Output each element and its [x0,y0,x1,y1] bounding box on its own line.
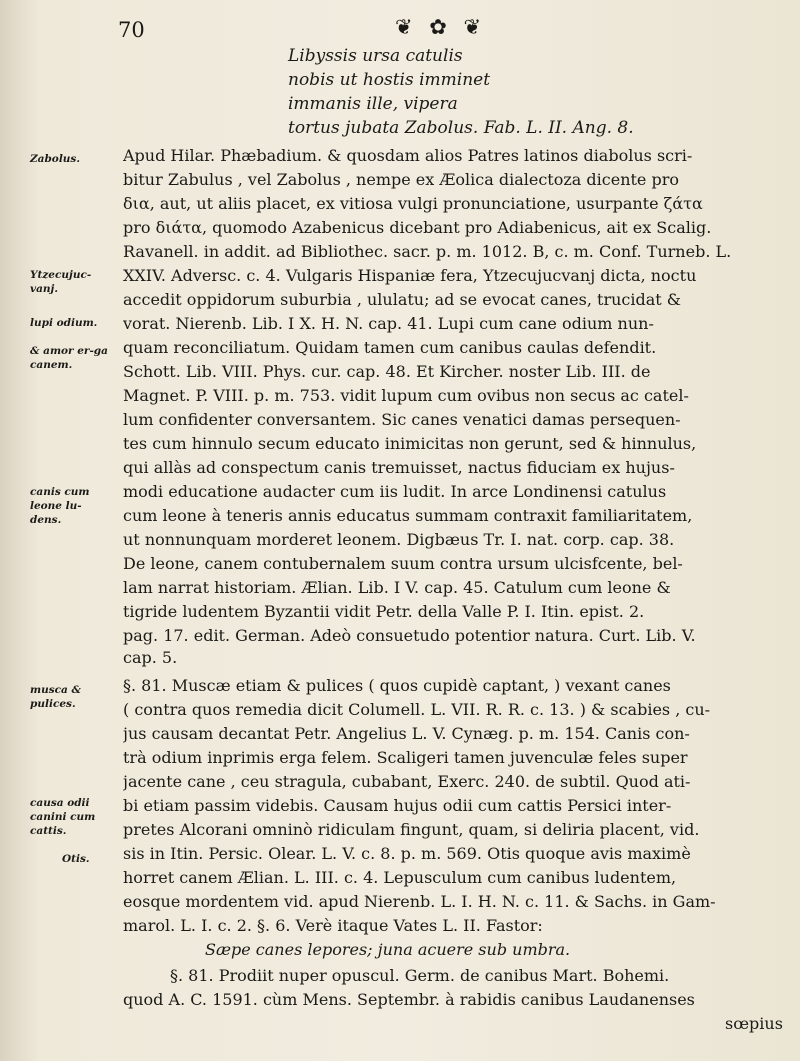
body-line: quam reconciliatum. Quidam tamen cum canibus caulas defendit. [123,338,657,357]
marginal-note: musca & pulices. [30,684,81,710]
body-line: quod A. C. 1591. cùm Mens. Septembr. à rabidis canibus Laudanenses [123,990,695,1009]
page-number: 70 [118,18,145,42]
marginal-note: Zabolus. [30,153,81,165]
poem-line: immanis ille, vipera [288,94,458,114]
body-line: modi educatione audacter cum iis ludit. In arce Londinensi catulus [123,482,667,501]
poem-line: tortus jubata Zabolus. Fab. L. II. Ang. 8. [288,118,634,138]
body-line: cap. 5. [123,648,178,667]
poem-line: Libyssis ursa catulis [288,46,463,66]
body-line: Magnet. P. VIII. p. m. 753. vidit lupum cum ovibus non secus ac catel- [123,386,689,405]
body-line: bi etiam passim videbis. Causam hujus odii cum cattis Persici inter- [123,796,672,815]
marginal-note: Otis. [62,853,90,865]
body-line: jus causam decantat Petr. Angelius L. V. Cynæg. p. m. 154. Canis con- [123,724,690,743]
body-line: Ravanell. in addit. ad Bibliothec. sacr. p. m. 1012. B, c. m. Conf. Turneb. L. [123,242,732,261]
header-ornament: ❦ ✿ ❦ [395,15,487,39]
body-line: pag. 17. edit. German. Adeò consuetudo potentior natura. Curt. Lib. V. [123,626,696,645]
body-line: pro διάτα, quomodo Azabenicus dicebant pro Adiabenicus, ait ex Scalig. [123,218,712,237]
marginal-note: & amor er-ga canem. [30,345,108,371]
body-line: jacente cane , ceu stragula, cubabant, Exerc. 240. de subtil. Quod ati- [123,772,691,791]
poem-line: nobis ut hostis imminet [288,70,491,90]
body-line: accedit oppidorum suburbia , ululatu; ad se evocat canes, trucidat & [123,290,682,309]
body-line: qui allàs ad conspectum canis tremuisset, nactus fiduciam ex hujus- [123,458,675,477]
body-line: bitur Zabulus , vel Zabolus , nempe ex Æolica dialectoza dicente pro [123,170,680,189]
marginal-note: canis cum leone lu-dens. [30,486,90,526]
verse-line: Sæpe canes lepores; juna acuere sub umbra. [205,940,571,959]
body-line: §. 81. Muscæ etiam & pulices ( quos cupidè captant, ) vexant canes [123,676,671,695]
body-line: vorat. Nierenb. Lib. I X. H. N. cap. 41. Lupi cum cane odium nun- [123,314,654,333]
body-line: Schott. Lib. VIII. Phys. cur. cap. 48. Et Kircher. noster Lib. III. de [123,362,651,381]
body-line: ut nonnunquam morderet leonem. Digbæus Tr. I. nat. corp. cap. 38. [123,530,675,549]
body-line: marol. L. I. c. 2. §. 6. Verè itaque Vates L. II. Fastor: [123,916,543,935]
catchword: sœpius [725,1014,783,1033]
body-line: Apud Hilar. Phæbadium. & quosdam alios Patres latinos diabolus scri- [123,146,693,165]
body-line: tes cum hinnulo secum educato inimicitas non gerunt, sed & hinnulus, [123,434,697,453]
body-line: horret canem Ælian. L. III. c. 4. Lepusculum cum canibus ludentem, [123,868,677,887]
marginal-note: lupi odium. [30,317,98,329]
body-line: δια, aut, ut aliis placet, ex vitiosa vulgi pronunciatione, usurpante ζάτα [123,194,703,213]
body-line: XXIV. Adversc. c. 4. Vulgaris Hispaniæ fera, Ytzecujucvanj dicta, noctu [123,266,697,285]
body-line: pretes Alcorani omninò ridiculam fingunt, quam, si deliria placent, vid. [123,820,700,839]
body-line: cum leone à teneris annis educatus summam contraxit familiaritatem, [123,506,693,525]
body-line: §. 81. Prodiit nuper opuscul. Germ. de canibus Mart. Bohemi. [170,966,670,985]
body-line: eosque mordentem vid. apud Nierenb. L. I. H. N. c. 11. & Sachs. in Gam- [123,892,716,911]
body-line: sis in Itin. Persic. Olear. L. V. c. 8. p. m. 569. Otis quoque avis maximè [123,844,691,863]
body-line: lum confidenter conversantem. Sic canes venatici damas persequen- [123,410,681,429]
marginal-note: causa odii canini cum cattis. [30,797,96,837]
body-line: ( contra quos remedia dicit Columell. L. VII. R. R. c. 13. ) & scabies , cu- [123,700,711,719]
marginal-note: Ytzecujuc-vanj. [30,269,92,295]
body-line: lam narrat historiam. Ælian. Lib. I V. cap. 45. Catulum cum leone & [123,578,671,597]
body-line: tigride ludentem Byzantii vidit Petr. della Valle P. I. Itin. epist. 2. [123,602,645,621]
body-line: De leone, canem contubernalem suum contra ursum ulcisfcente, bel- [123,554,683,573]
body-line: trà odium inprimis erga felem. Scaligeri tamen juvenculæ feles super [123,748,688,767]
